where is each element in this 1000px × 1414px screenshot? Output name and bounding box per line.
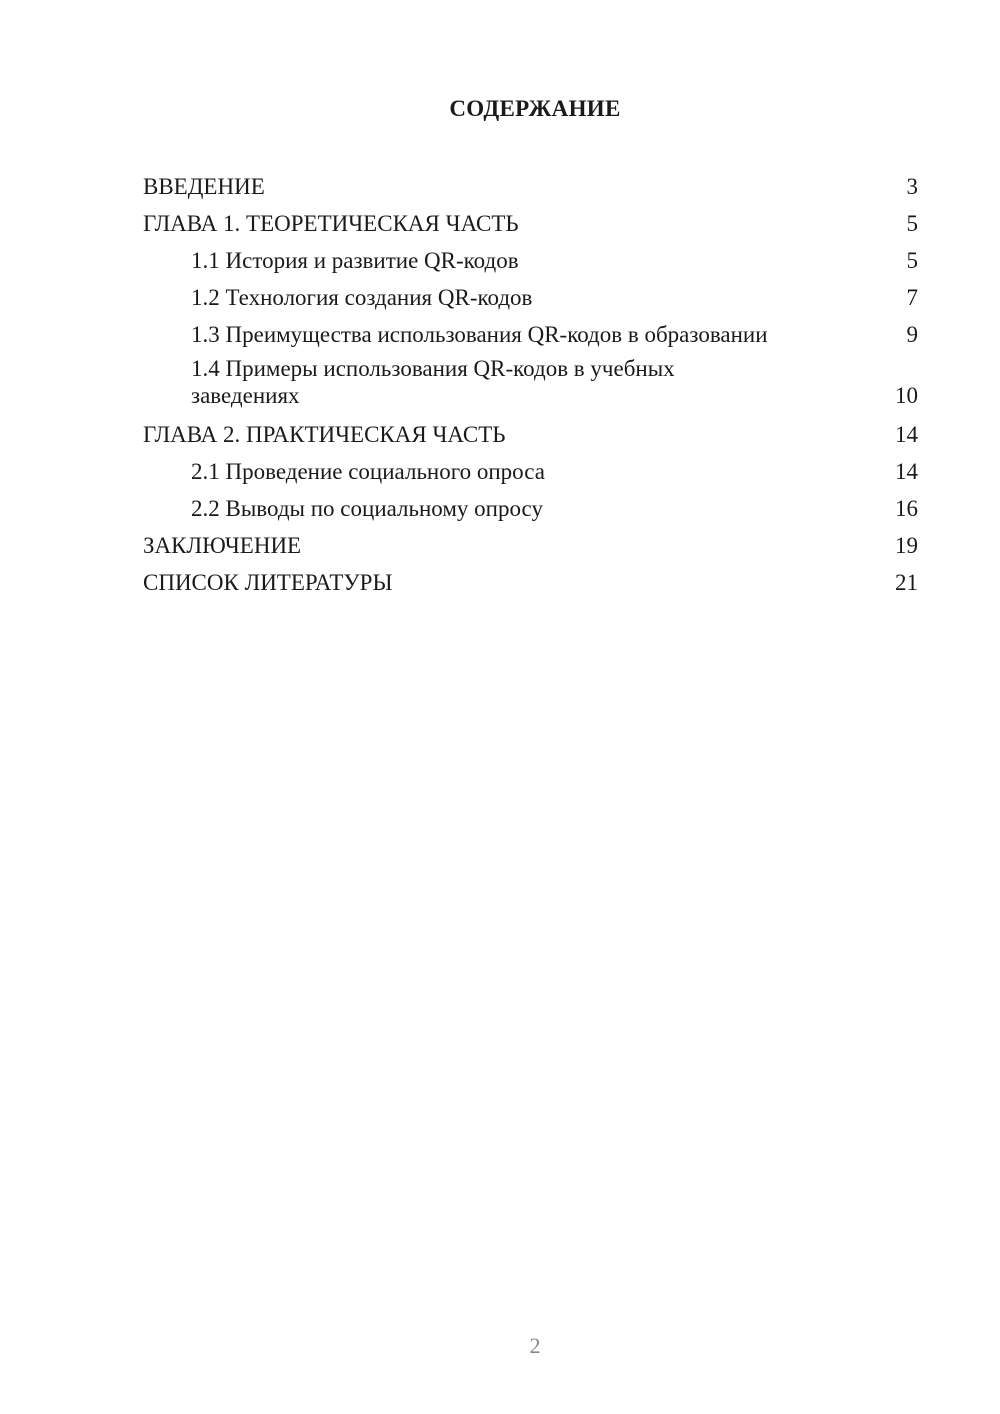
toc-entry-chapter-2[interactable] <box>143 416 918 453</box>
toc-entry-page: 19 <box>895 533 918 558</box>
toc-entry-label: ГЛАВА 1. ТЕОРЕТИЧЕСКАЯ ЧАСТЬ <box>143 211 519 236</box>
toc-entry-chapter-1[interactable] <box>143 205 918 242</box>
toc-entry-label: СПИСОК ЛИТЕРАТУРЫ <box>143 570 393 595</box>
toc-entry-section-1-1[interactable] <box>143 242 918 279</box>
toc-entry-page: 10 <box>895 383 918 408</box>
toc-entry-introduction[interactable] <box>143 168 918 205</box>
toc-entry-section-1-4[interactable] <box>143 353 918 416</box>
toc-entry-page: 3 <box>906 174 918 199</box>
table-of-contents <box>143 168 918 601</box>
toc-entry-label: 1.3 Преимущества использования QR-кодов в образовании <box>191 322 768 347</box>
toc-entry-conclusion[interactable] <box>143 527 918 564</box>
toc-entry-page: 5 <box>906 248 918 273</box>
toc-entry-label: ГЛАВА 2. ПРАКТИЧЕСКАЯ ЧАСТЬ <box>143 422 506 447</box>
toc-entry-page: 21 <box>895 570 918 595</box>
toc-entry-label: 1.1 История и развитие QR-кодов <box>191 248 519 273</box>
page-number: 2 <box>529 1333 541 1358</box>
toc-entry-label: 1.4 Примеры использования QR-кодов в учебных заведениях <box>191 356 675 408</box>
toc-entry-section-1-3[interactable] <box>143 316 918 353</box>
toc-entry-label: ВВЕДЕНИЕ <box>143 174 265 199</box>
toc-entry-label: 2.2 Выводы по социальному опросу <box>191 496 543 521</box>
toc-entry-page: 14 <box>895 422 918 447</box>
toc-entry-references[interactable] <box>143 564 918 601</box>
toc-entry-page: 5 <box>906 211 918 236</box>
toc-entry-page: 16 <box>895 496 918 521</box>
toc-entry-label: ЗАКЛЮЧЕНИЕ <box>143 533 302 558</box>
toc-entry-section-1-2[interactable] <box>143 279 918 316</box>
toc-entry-page: 7 <box>906 285 918 310</box>
toc-entry-label: 2.1 Проведение социального опроса <box>191 459 545 484</box>
toc-entry-page: 9 <box>906 322 918 347</box>
toc-entry-page: 14 <box>895 459 918 484</box>
toc-entry-section-2-1[interactable] <box>143 453 918 490</box>
page-title: СОДЕРЖАНИЕ <box>449 96 621 121</box>
toc-entry-label: 1.2 Технология создания QR-кодов <box>191 285 533 310</box>
toc-entry-section-2-2[interactable] <box>143 490 918 527</box>
